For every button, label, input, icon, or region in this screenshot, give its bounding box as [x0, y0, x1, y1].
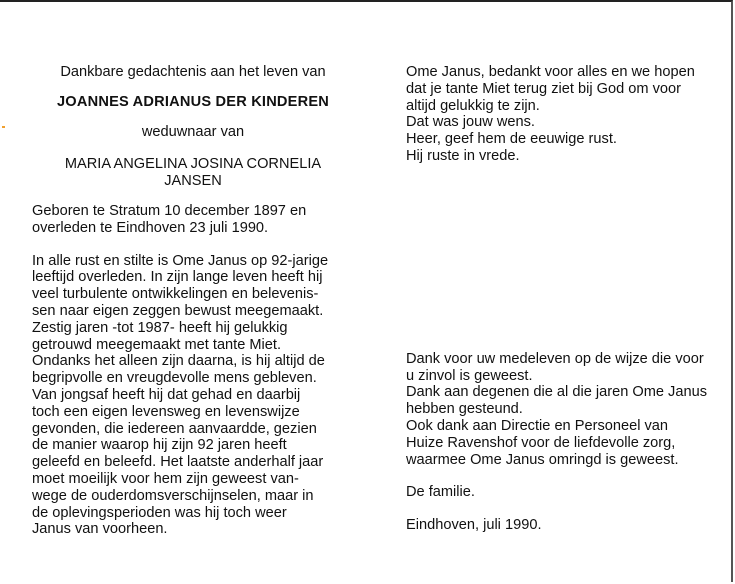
deceased-name: JOANNES ADRIANUS DER KINDEREN: [56, 93, 330, 110]
paragraph-line: hebben gesteund.: [406, 401, 523, 418]
signoff-text: De familie.: [406, 484, 475, 501]
paragraph-line: Hij ruste in vrede.: [406, 147, 520, 164]
paragraph-line: veel turbulente ontwikkelingen en belevenis-: [32, 286, 319, 303]
paragraph-line: de oplevingsperioden was hij toch weer: [32, 504, 287, 521]
paragraph-line: Ome Janus, bedankt voor alles en we hopen: [406, 64, 695, 80]
paragraph-line: waarmee Ome Janus omringd is geweest.: [406, 451, 679, 468]
paragraph-line: getrouwd meegemaakt met tante Miet.: [32, 336, 282, 353]
paragraph-line: altijd gelukkig te zijn.: [406, 97, 540, 114]
paragraph-line: u zinvol is geweest.: [406, 367, 533, 384]
right-column: [406, 64, 707, 534]
paragraph-line: Zestig jaren -tot 1987- heeft hij gelukkig: [32, 319, 288, 336]
paragraph-line: Geboren te Stratum 10 december 1897 en: [32, 202, 307, 219]
relation-text: weduwnaar van: [141, 123, 245, 140]
life-story-paragraph: [32, 253, 354, 539]
paragraph-line: Heer, geef hem de eeuwige rust.: [406, 131, 617, 148]
paragraph-line: Van jongsaf heeft hij dat gehad en daarbij: [32, 386, 301, 403]
paragraph-line: wege de ouderdomsverschijnselen, maar in: [32, 487, 314, 504]
paragraph-line: overleden te Eindhoven 23 juli 1990.: [32, 219, 269, 236]
paragraph-line: de manier waarop hij zijn 92 jaren heeft: [32, 437, 287, 454]
paragraph-line: sen naar eigen zeggen bewust meegemaakt.: [32, 302, 324, 319]
paragraph-line: In alle rust en stilte is Ome Janus op 92-jarige: [32, 252, 329, 269]
farewell-paragraph: [406, 64, 702, 165]
intro-text: Dankbare gedachtenis aan het leven van: [60, 64, 326, 80]
paragraph-line: leeftijd overleden. In zijn lange leven heeft hij: [32, 269, 323, 286]
paragraph-line: gevonden, die iedereen aanvaardde, gezien: [32, 420, 317, 437]
paragraph-line: Ook dank aan Directie en Personeel van: [406, 417, 669, 434]
paragraph-line: Dank aan degenen die al die jaren Ome Janus: [406, 384, 707, 401]
paragraph-line: Dank voor uw medeleven op de wijze die voor: [406, 350, 704, 367]
paragraph-line: Ondanks het alleen zijn daarna, is hij altijd de: [32, 353, 325, 370]
scan-speck: [2, 126, 5, 128]
spouse-name-line1: MARIA ANGELINA JOSINA CORNELIA: [64, 156, 322, 173]
paragraph-line: dat je tante Miet terug ziet bij God om voor: [406, 80, 681, 97]
paragraph-line: moet moeilijk voor hem zijn geweest van-: [32, 470, 299, 487]
paragraph-line: toch een eigen levensweg en levenswijze: [32, 403, 300, 420]
paragraph-line: geleefd en beleefd. Het laatste anderhalf jaar: [32, 454, 324, 471]
thanks-paragraph: [406, 350, 707, 469]
spouse-name-line2: JANSEN: [164, 173, 222, 190]
birth-death-paragraph: [32, 203, 354, 237]
paragraph-line: Dat was jouw wens.: [406, 114, 535, 131]
paragraph-line: Janus van voorheen.: [32, 521, 168, 538]
paragraph-line: Huize Ravenshof voor de liefdevolle zorg,: [406, 434, 676, 451]
paragraph-line: begripvolle en vreugdevolle mens gebleven.: [32, 370, 317, 387]
place-date-text: Eindhoven, juli 1990.: [406, 517, 542, 534]
left-column: [32, 64, 354, 538]
